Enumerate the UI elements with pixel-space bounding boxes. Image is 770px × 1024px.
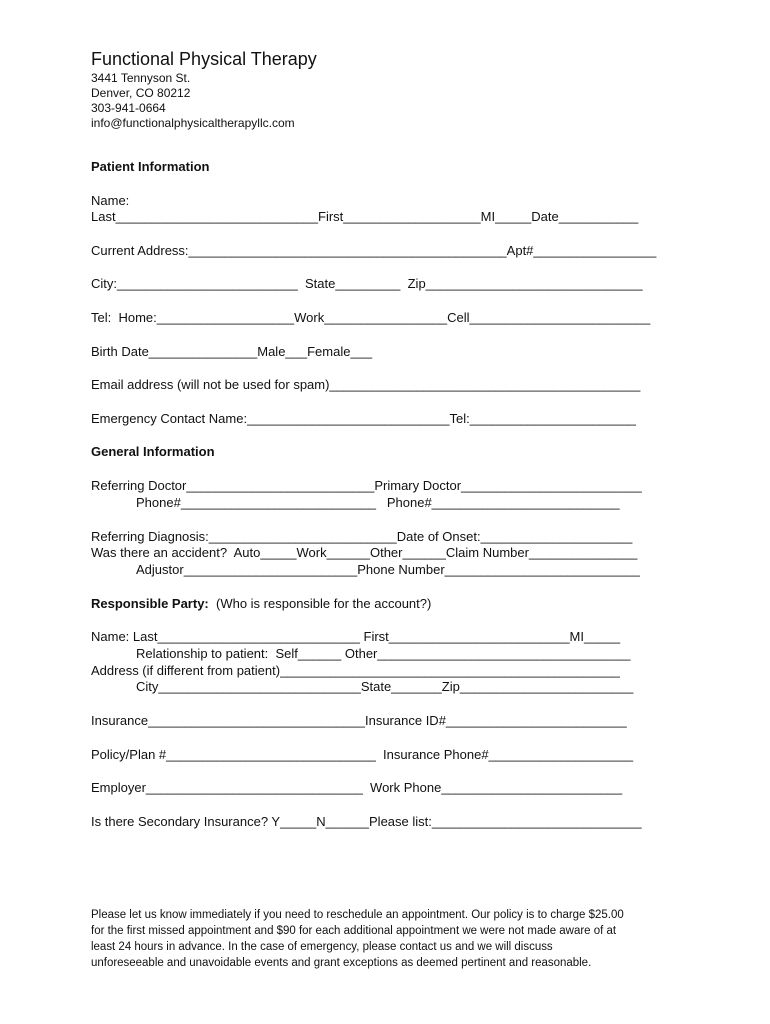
clinic-street: 3441 Tennyson St. (91, 71, 191, 85)
cancellation-policy (91, 907, 691, 971)
clinic-name: Functional Physical Therapy (91, 49, 317, 69)
relationship-line: Relationship to patient: Self______ Other___________________________________ (136, 646, 631, 661)
responsible-party-note: (Who is responsible for the account?) (216, 596, 432, 611)
policy-line: for the first missed appointment and $90 for each additional appointment we were not made aware of at (91, 925, 617, 937)
policy-line: Please let us know immediately if you need to reschedule an appointment. Our policy is to charge $25.00 (91, 909, 624, 921)
clinic-city: Denver, CO 80212 (91, 86, 191, 100)
email-line: Email address (will not be used for spam)___________________________________________ (91, 377, 641, 392)
doctor-phones-line: Phone#___________________________ Phone#__________________________ (136, 495, 620, 510)
emergency-contact-line: Emergency Contact Name:____________________________Tel:_______________________ (91, 411, 637, 426)
adjustor-line: Adjustor________________________Phone Number___________________________ (136, 562, 640, 577)
policy-line: least 24 hours in advance. In the case of emergency, please contact us and we will discuss (91, 941, 553, 953)
policy-line: unforeseeable and unavoidable events and grant exceptions as deemed pertinent and reasonable. (91, 957, 592, 969)
telephone-line: Tel: Home:___________________Work_________________Cell_________________________ (91, 310, 651, 325)
name-fields-line: Last____________________________First___________________MI_____Date___________ (91, 209, 639, 224)
doctors-line: Referring Doctor__________________________Primary Doctor_________________________ (91, 478, 642, 493)
name-label: Name: (91, 193, 130, 208)
responsible-party-label: Responsible Party: (91, 596, 209, 611)
policy-plan-line: Policy/Plan #_____________________________ Insurance Phone#____________________ (91, 747, 634, 762)
clinic-phone: 303-941-0664 (91, 101, 166, 115)
responsible-city-line: City____________________________State_______Zip________________________ (136, 679, 634, 694)
general-information-heading: General Information (91, 444, 215, 459)
secondary-insurance-line: Is there Secondary Insurance? Y_____N______Please list:_____________________________ (91, 814, 642, 829)
employer-line: Employer______________________________ Work Phone_________________________ (91, 780, 623, 795)
diagnosis-onset-line: Referring Diagnosis:__________________________Date of Onset:_____________________ (91, 529, 633, 544)
responsible-address-line: Address (if different from patient)_______________________________________________ (91, 663, 620, 678)
city-state-zip-line: City:_________________________ State_________ Zip______________________________ (91, 276, 643, 291)
current-address-line: Current Address:____________________________________________Apt#_________________ (91, 243, 657, 258)
birth-date-gender-line: Birth Date_______________Male___Female___ (91, 344, 373, 359)
clinic-email: info@functionalphysicaltherapyllc.com (91, 116, 295, 130)
insurance-line: Insurance______________________________Insurance ID#_________________________ (91, 713, 627, 728)
responsible-name-line: Name: Last____________________________ First_________________________MI_____ (91, 629, 621, 644)
patient-information-heading: Patient Information (91, 159, 210, 174)
responsible-party-heading (91, 596, 431, 611)
accident-line: Was there an accident? Auto_____Work______Other______Claim Number_______________ (91, 545, 638, 560)
